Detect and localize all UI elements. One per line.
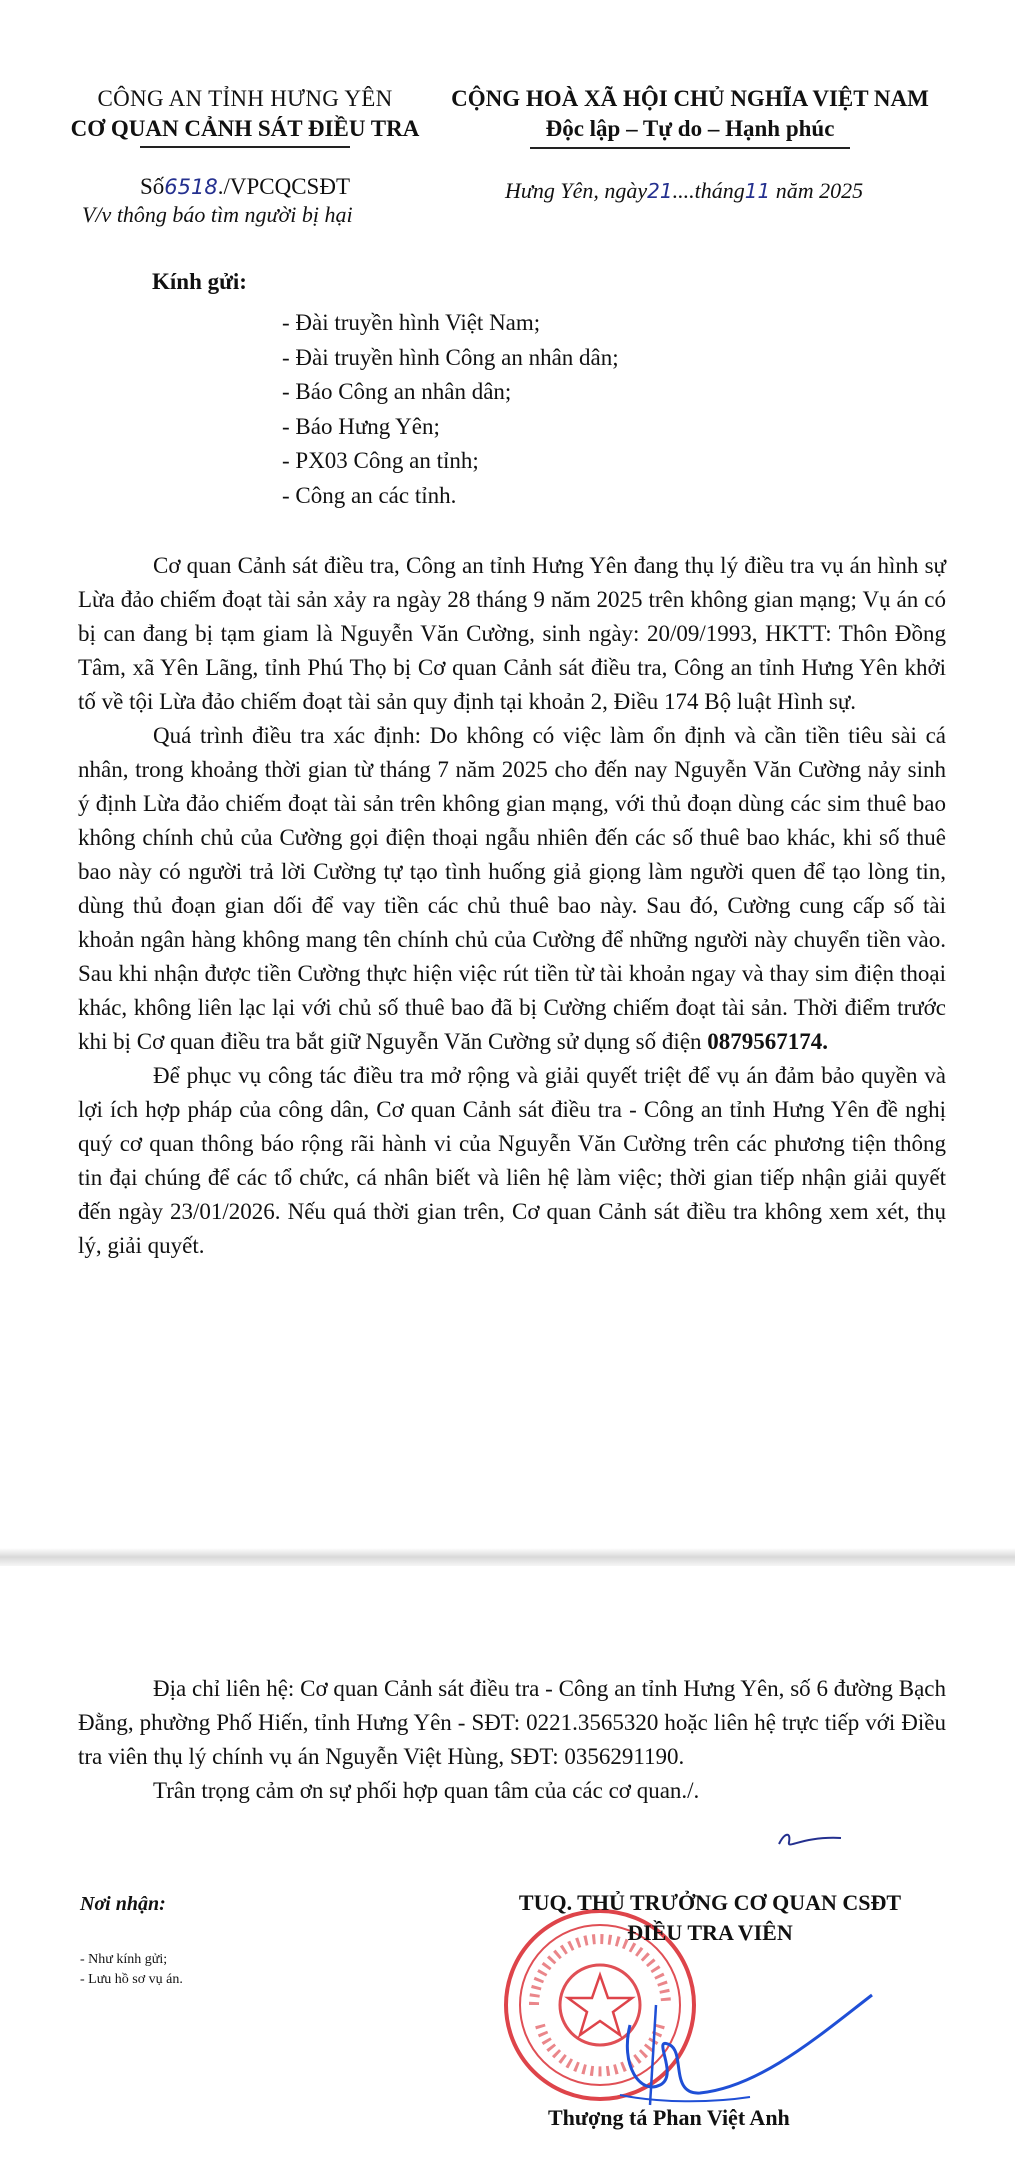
agency-header xyxy=(60,84,430,148)
paragraph-case-summary: Cơ quan Cảnh sát điều tra, Công an tỉnh Hưng Yên đang thụ lý điều tra vụ án hình sự Lừa đảo chiếm đoạt tài sản xảy ra ngày 28 tháng 9 năm 2025 trên không gian mạng; Vụ án có bị can đang bị tạm giam là Nguyễn Văn Cường, sinh ngày: 20/09/1993, HKTT: Thôn Đồng Tâm, xã Yên Lãng, tỉnh Phú Thọ bị Cơ quan Cảnh sát điều tra, Công an tỉnh Hưng Yên khởi tố về tội Lừa đảo chiếm đoạt tài sản quy định tại khoản 2, Điều 174 Bộ luật Hình sự. xyxy=(78,553,946,714)
signatory-title-line-2: ĐIỀU TRA VIÊN xyxy=(627,1920,793,1945)
letter-body xyxy=(78,549,946,1263)
document-number xyxy=(60,172,430,202)
nation-title: CỘNG HOÀ XÃ HỘI CHỦ NGHĨA VIỆT NAM xyxy=(451,86,929,111)
investigation-text: Quá trình điều tra xác định: Do không có việc làm ổn định và cần tiền tiêu sài cá nhân, trong khoảng thời gian từ tháng 7 năm 2025 cho đến nay Nguyễn Văn Cường nảy sinh ý định Lừa đảo chiếm đoạt tài sản trên không gian mạng, với thủ đoạn dùng các sim thuê bao không chính chủ của Cường gọi điện thoại ngẫu nhiên đến các số thuê bao khác, khi số thuê bao này có người trả lời Cường tự tạo tình huống giả giọng làm người quen để tạo lòng tin, dùng thủ đoạn gian dối để vay tiền các chủ thuê bao này. Sau đó, Cường cung cấp số tài khoản ngân hàng không mang tên chính chủ của Cường để những người này chuyển tiền vào. Sau khi nhận được tiền Cường thực hiện việc rút tiền từ tài khoản ngay và thay sim điện thoại khác, không liên lạc lại với chủ số thuê bao đã bị Cường chiếm đoạt tài sản. Thời điểm trước khi bị Cơ quan điều tra bắt giữ Nguyễn Văn Cường sử dụng số điện xyxy=(78,723,946,1054)
national-header xyxy=(430,84,950,149)
recipient-item: - Đài truyền hình Việt Nam; xyxy=(282,310,541,335)
recipients-label: Kính gửi: xyxy=(152,269,247,294)
doc-no-handwritten: 6518 xyxy=(164,175,218,199)
date-suffix: năm 2025 xyxy=(770,178,864,203)
recipient-item: - Báo Hưng Yên; xyxy=(282,413,440,439)
doc-no-suffix: ./VPCQCSĐT xyxy=(217,174,351,199)
suspect-phone: 0879567174. xyxy=(707,1029,828,1054)
page-separator xyxy=(0,1548,1015,1566)
date-mid: ....tháng xyxy=(672,178,745,203)
agency-line-2: CƠ QUAN CẢNH SÁT ĐIỀU TRA xyxy=(70,116,420,141)
paragraph-thanks: Trân trọng cảm ơn sự phối hợp quan tâm của các cơ quan./. xyxy=(153,1778,700,1803)
letter-body-continued xyxy=(78,1672,946,1808)
agency-line-1: CÔNG AN TỈNH HƯNG YÊN xyxy=(97,86,393,111)
date-day-handwritten: 21 xyxy=(647,179,673,203)
signatory-title-line-1: TUQ. THỦ TRƯỞNG CƠ QUAN CSĐT xyxy=(518,1890,902,1915)
distribution-label: Nơi nhận: xyxy=(80,1893,166,1915)
date-line xyxy=(505,178,863,204)
motto-underline xyxy=(530,147,850,149)
doc-no-prefix: Số xyxy=(139,174,165,199)
national-motto: Độc lập – Tự do – Hạnh phúc xyxy=(545,116,835,141)
agency-underline xyxy=(140,146,350,148)
distribution-item: - Lưu hồ sơ vụ án. xyxy=(80,1972,183,1987)
recipient-item: - Công an các tỉnh. xyxy=(282,482,457,508)
recipient-item: - Đài truyền hình Công an nhân dân; xyxy=(282,344,619,370)
recipient-item: - Báo Công an nhân dân; xyxy=(282,379,512,404)
signature-icon xyxy=(560,1975,880,2115)
date-prefix: Hưng Yên, ngày xyxy=(505,178,648,203)
end-mark-icon xyxy=(775,1830,845,1852)
document-subject: V/v thông báo tìm người bị hại xyxy=(82,202,353,227)
signatory-title xyxy=(430,1888,990,1948)
recipient-item: - PX03 Công an tỉnh; xyxy=(282,448,479,473)
paragraph-contact: Địa chỉ liên hệ: Cơ quan Cảnh sát điều tra - Công an tỉnh Hưng Yên, số 6 đường Bạch Đằng, phường Phố Hiến, tỉnh Hưng Yên - SĐT: 0221.3565320 hoặc liên hệ trực tiếp với Điều tra viên thụ lý chính vụ án Nguyễn Việt Hùng, SĐT: 0356291190. xyxy=(78,1676,946,1769)
paragraph-request: Để phục vụ công tác điều tra mở rộng và giải quyết triệt để vụ án đảm bảo quyền và lợi ích hợp pháp của công dân, Cơ quan Cảnh sát điều tra - Công an tỉnh Hưng Yên đề nghị quý cơ quan thông báo rộng rãi hành vi của Nguyễn Văn Cường trên các phương tiện thông tin đại chúng để các tổ chức, cá nhân biết và liên hệ làm việc; thời gian tiếp nhận giải quyết đến ngày 23/01/2026. Nếu quá thời gian trên, Cơ quan Cảnh sát điều tra không xem xét, thụ lý, giải quyết. xyxy=(78,1063,946,1258)
date-month-handwritten: 11 xyxy=(744,179,771,203)
distribution-list xyxy=(80,1950,183,1990)
distribution-item: - Như kính gửi; xyxy=(80,1952,168,1967)
recipients-list xyxy=(282,306,619,513)
signer-name: Thượng tá Phan Việt Anh xyxy=(548,2105,790,2130)
paragraph-investigation xyxy=(78,719,946,1059)
